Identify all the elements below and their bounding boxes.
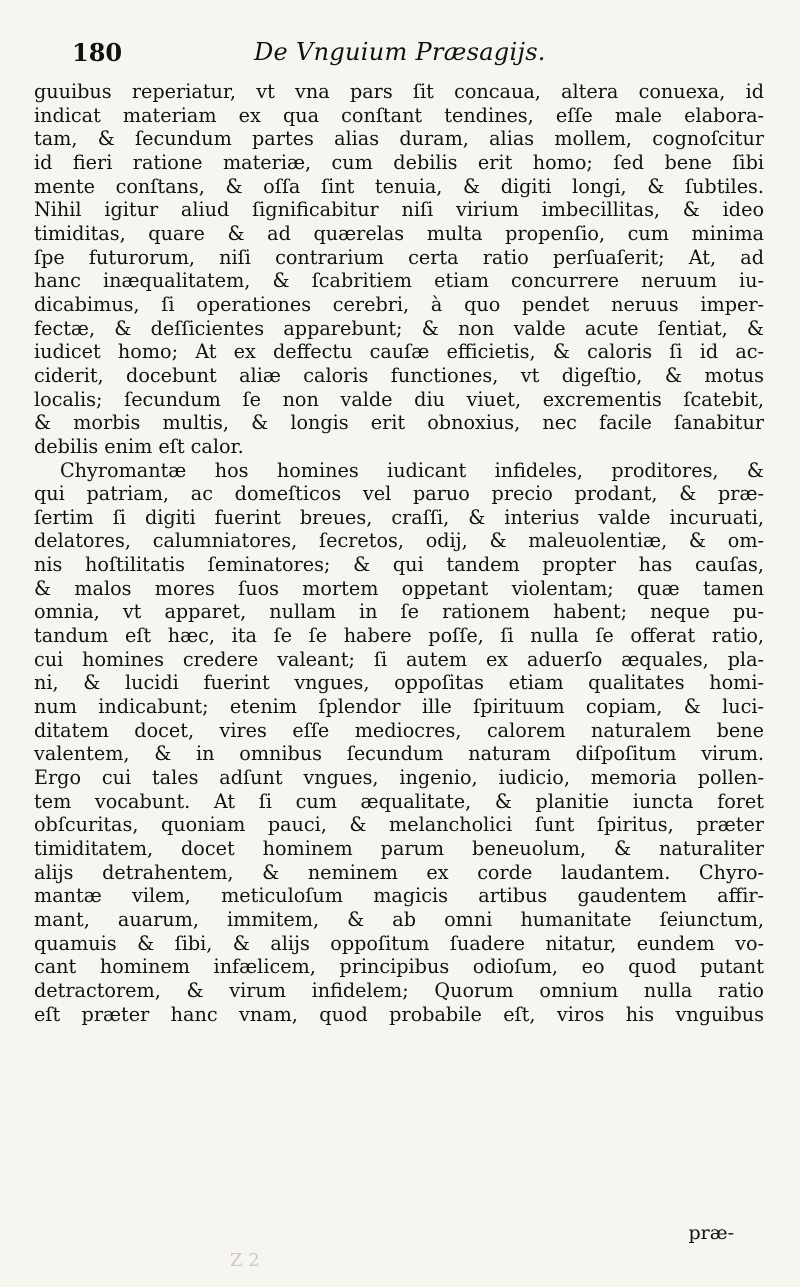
text-line: cui homines credere valeant; ſi autem ex aduerſo æquales, pla- — [34, 647, 764, 671]
text-line: mant, auarum, immitem, & ab omni humanitate ſeiunctum, — [34, 907, 764, 931]
paragraph-end-line: debilis enim eſt calor. — [34, 434, 244, 458]
text-line: ciderit, docebunt aliæ caloris functiones, vt digeſtio, & motus — [34, 363, 764, 387]
text-line: ſertim ſi digiti fuerint breues, craſſi, & interius valde incuruati, — [34, 505, 764, 529]
text-line: localis; ſecundum ſe non valde diu viuet, excrementis ſcatebit, — [34, 387, 764, 411]
running-head: De Vnguium Præsagijs. — [254, 38, 546, 66]
text-line: tem vocabunt. At ſi cum æqualitate, & planitie iuncta foret — [34, 789, 764, 813]
text-line: valentem, & in omnibus ſecundum naturam diſpoſitum virum. — [34, 742, 764, 766]
text-line: & malos mores ſuos mortem oppetant violentam; quæ tamen — [34, 576, 764, 600]
paragraph-start-line: Chyromantæ hos homines iudicant infideles, proditores, & — [60, 458, 764, 482]
text-line: nis hoſtilitatis ſeminatores; & qui tandem propter has cauſas, — [34, 553, 764, 577]
text-line: alijs detrahentem, & neminem ex corde laudantem. Chyro- — [34, 860, 764, 884]
show-through-text: Z 2 — [230, 1250, 260, 1271]
text-line: guuibus reperiatur, vt vna pars ſit concaua, altera conuexa, id — [34, 80, 764, 103]
text-line: detractorem, & virum infidelem; Quorum omnium nulla ratio — [34, 978, 764, 1002]
text-line: mente conſtans, & oſſa ſint tenuia, & digiti longi, & ſubtiles. — [34, 174, 764, 198]
text-line: qui patriam, ac domeſticos vel paruo precio prodant, & præ- — [34, 482, 764, 506]
text-line: tandum eſt hæc, ita ſe ſe habere poſſe, ſi nulla ſe offerat ratio, — [34, 624, 764, 648]
text-line: tam, & ſecundum partes alias duram, alias mollem, cognoſcitur — [34, 127, 764, 151]
text-line: num indicabunt; etenim ſplendor ille ſpirituum copiam, & luci- — [34, 695, 764, 719]
text-line: fectæ, & deſſicientes apparebunt; & non valde acute ſentiat, & — [34, 316, 764, 340]
text-line: cant hominem infælicem, principibus odioſum, eo quod putant — [34, 955, 764, 979]
page-header — [62, 38, 762, 70]
text-line: ni, & lucidi fuerint vngues, oppoſitas etiam qualitates homi- — [34, 671, 764, 695]
page-number: 180 — [72, 38, 123, 67]
text-line: Nihil igitur aliud ſignificabitur niſi virium imbecillitas, & ideo — [34, 198, 764, 222]
text-line: eſt præter hanc vnam, quod probabile eſt, viros his vnguibus — [34, 1002, 764, 1026]
text-line: iudicet homo; At ex deffectu cauſæ efficietis, & caloris ſi id ac- — [34, 340, 764, 364]
text-line: ditatem docet, vires eſſe mediocres, calorem naturalem bene — [34, 718, 764, 742]
text-line: dicabimus, ſi operationes cerebri, à quo pendet neruus imper- — [34, 292, 764, 316]
text-line: ſpe futurorum, niſi contrarium certa ratio perſuaſerit; At, ad — [34, 245, 764, 269]
text-line: obſcuritas, quoniam pauci, & melancholici ſunt ſpiritus, præter — [34, 813, 764, 837]
text-line: mantæ vilem, meticuloſum magicis artibus gaudentem affir- — [34, 884, 764, 908]
text-line: Ergo cui tales adſunt vngues, ingenio, iudicio, memoria pollen- — [34, 766, 764, 790]
text-line: timiditas, quare & ad quærelas multa propenſio, cum minima — [34, 221, 764, 245]
text-line: timiditatem, docet hominem parum beneuolum, & naturaliter — [34, 837, 764, 860]
text-line: indicat materiam ex qua conſtant tendines, eſſe male elabora- — [34, 103, 764, 127]
text-line: & morbis multis, & longis erit obnoxius, nec facile ſanabitur — [34, 411, 764, 435]
text-line: id fieri ratione materiæ, cum debilis erit homo; ſed bene ſibi — [34, 150, 764, 174]
text-line: delatores, calumniatores, ſecretos, odij, & maleuolentiæ, & om- — [34, 529, 764, 553]
text-line: hanc inæqualitatem, & ſcabritiem etiam concurrere neruum iu- — [34, 269, 764, 293]
text-line: quamuis & ſibi, & alijs oppoſitum ſuadere nitatur, eundem vo- — [34, 931, 764, 955]
body-text — [34, 80, 764, 1026]
catchword: præ- — [688, 1222, 734, 1244]
text-line: omnia, vt apparet, nullam in ſe rationem habent; neque pu- — [34, 600, 764, 624]
